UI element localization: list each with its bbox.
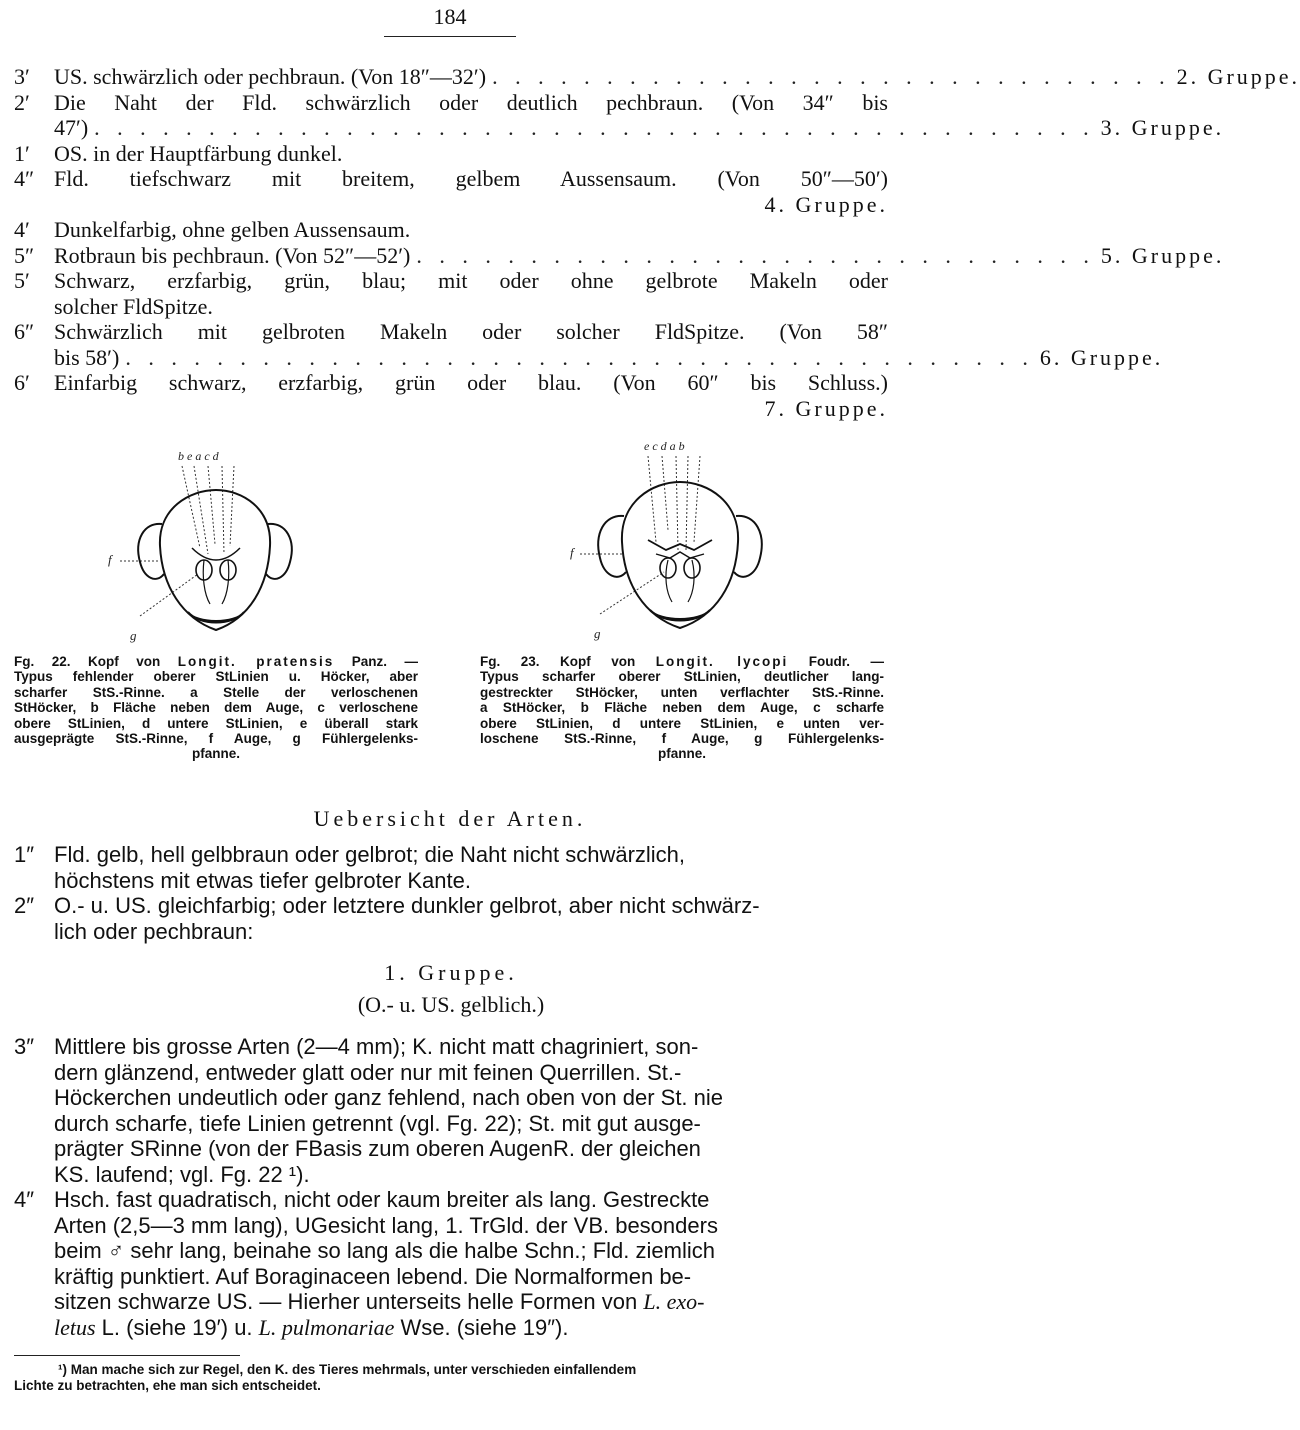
group-title: 1. Gruppe. xyxy=(384,960,518,985)
fig23-label-g: g xyxy=(594,626,601,641)
section-heading: Uebersicht der Arten. xyxy=(313,806,587,831)
key-row: 2′ Die Naht der Fld. schwärzlich oder deutlich pechbraun. (Von 34″ bis xyxy=(14,89,888,115)
key-row: 5″ Rotbraun bis pechbraun. (Von 52″—52′) . . . . . . . . . . . . . . . . . . . . . . . . . . . . . . 5. Gruppe. xyxy=(14,242,1225,268)
species-key-body-2: 3″ Mittlere bis grosse Arten (2—4 mm); K. nicht matt chagriniert, son- dern glänzend, entweder glatt oder nur mit feinen Querrillen. St.- Höckerchen undeutlich oder ganz fehlend, nach oben von der St. nie durch scharfe, tiefe Linien getrennt (vgl. Fg. 22); St. mit gut ausge- prägter SRinne (von der FBasis zum oberen AugenR. der gleichen KS. laufend; vgl. Fg. 22 ¹). 4″ Hsch. fast quadratisch, nicht oder kaum breiter als lang. Gestreckte Arten (2,5—3 mm lang), UGesicht lang, 1. TrGld. der VB. besonders beim ♂ sehr lang, beinahe so lang als die halbe Schn.; Fld. ziemlich kräftig punktiert. Auf Boraginaceen lebend. Die Normalformen be- sitzen schwarze US. — Hierher unterseits helle Formen von L. exo- letus L. (siehe 19′) u. L. pulmonariae Wse. (siehe 19″). xyxy=(14,1034,724,1340)
figure-22-caption: Fg. 22. Kopf von Longit. pratensis Panz. — Typus fehlender oberer StLinien u. Höcker, aber scharfer StS.-Rinne. a Stelle der verloschenen StHöcker, b Fläche neben dem Auge, c verloschene obere StLinien, d untere StLinien, e überall stark ausgeprägte StS.-Rinne, f Auge, g Fühlergelenks- pfanne. xyxy=(14,654,418,762)
key-section: 3′ US. schwärzlich oder pechbraun. (Von 18″—32′) . . . . . . . . . . . . . . . . . . . . . . . . . . . . . . 2. Gruppe. 2′ Die Naht der Fld. schwärzlich oder deutlich pechbraun. (Von 34″ bis 47′) . . . . . . . . . . . . . . . . . . . . . . . . . . . . . . . . . . . . . . . . . . . . 3. Gruppe. 1′ OS. in der Hauptfärbung dunkel. 4″ Fld. tiefschwarz mit breitem, gelbem Aussensaum. (Von 50″—50′) 4. Gruppe. 4′ Dunkelfarbig, ohne gelben Aussensaum. 5″ Rotbraun bis pechbraun. (Von 52″—52′) . . . . . . . . . . . . . . . . . . . . . . . . . . . . . . 5. Gruppe. 5′ Schwarz, erzfarbig, grün, blau; mit oder ohne gelbrote Makeln oder solcher FldSpitze. 6″ Schwärzlich mit gelbroten Makeln oder solcher FldSpitze. (Von 58″ bis 58′) . . . . . . . . . . . . . . . . . . . . . . . . . . . . . . . . . . . . . . . . 6. Gruppe. 6′ Einfarbig schwarz, erzfarbig, grün oder blau. (Von 60″ bis Schluss.) 7. Gruppe. xyxy=(14,64,1300,421)
page-number-rule xyxy=(384,36,516,37)
fig23-label-f: f xyxy=(570,545,574,560)
key-row: 47′) . . . . . . . . . . . . . . . . . . . . . . . . . . . . . . . . . . . . . . . . . . . . 3. Gruppe. xyxy=(54,115,1225,140)
group-header xyxy=(14,960,888,1017)
footnote: ¹) Man mache sich zur Regel, den K. des Tieres mehrmals, unter verschieden einfallendem Lichte zu betrachten, ehe man sich entscheidet. xyxy=(14,1362,637,1393)
fig22-letter-labels: b e a c d xyxy=(178,449,219,463)
key-row: bis 58′) . . . . . . . . . . . . . . . . . . . . . . . . . . . . . . . . . . . . . . . . 6. Gruppe. xyxy=(54,344,1164,370)
key-row: 6′ Einfarbig schwarz, erzfarbig, grün oder blau. (Von 60″ bis Schluss.) xyxy=(14,370,888,395)
key-row: 6″ Schwärzlich mit gelbroten Makeln oder solcher FldSpitze. (Von 58″ xyxy=(14,319,888,344)
fig23-letter-labels: e c d a b xyxy=(644,439,685,453)
footnote-rule xyxy=(14,1355,240,1356)
page-number: 184 xyxy=(433,4,467,29)
key-row: 5′ Schwarz, erzfarbig, grün, blau; mit oder ohne gelbrote Makeln oder xyxy=(14,268,888,293)
fig22-label-f: f xyxy=(108,552,112,567)
leader-dots: . . . . . . . . . . . . . . . . . . . . . . . . . . . . . . xyxy=(492,64,1171,89)
key-row: 1′ OS. in der Hauptfärbung dunkel. xyxy=(14,140,343,166)
group-subtitle: (O.- u. US. gelblich.) xyxy=(357,991,545,1017)
leader-dots: . . . . . . . . . . . . . . . . . . . . . . . . . . . . . . . . . . . . . . . . . . . . xyxy=(94,115,1095,140)
leader-dots: . . . . . . . . . . . . . . . . . . . . . . . . . . . . . . . . . . . . . . . . xyxy=(125,344,1034,370)
species-key-body: 1″ Fld. gelb, hell gelbbraun oder gelbrot; die Naht nicht schwärzlich, höchstens mit etwas tiefer gelbroter Kante. 2″ O.- u. US. gleichfarbig; oder letztere dunkler gelbrot, aber nicht schwärz- lich oder pechbraun: xyxy=(14,842,760,944)
figure-23-caption: Fg. 23. Kopf von Longit. lycopi Foudr. — Typus scharfer oberer StLinien, deutlicher lang- gestreckter StHöcker, unten verflachter StS.-Rinne. a StHöcker, b Fläche neben dem Auge, c scharfe obere StLinien, d untere StLinien, e unten ver- loschene StS.-Rinne, f Auge, g Fühlergelenks- pfanne. xyxy=(480,654,884,762)
key-row: 3′ US. schwärzlich oder pechbraun. (Von 18″—32′) . . . . . . . . . . . . . . . . . . . . . . . . . . . . . . 2. Gruppe. xyxy=(14,64,1300,89)
leader-dots: . . . . . . . . . . . . . . . . . . . . . . . . . . . . . . xyxy=(416,242,1095,268)
key-row: 4″ Fld. tiefschwarz mit breitem, gelbem Aussensaum. (Von 50″—50′) xyxy=(14,166,888,191)
figure-23-head-drawing xyxy=(560,432,800,646)
fig22-label-g: g xyxy=(130,628,137,643)
key-row: 4′ Dunkelfarbig, ohne gelben Aussensaum. xyxy=(14,217,411,242)
figure-22-head-drawing xyxy=(100,436,320,646)
